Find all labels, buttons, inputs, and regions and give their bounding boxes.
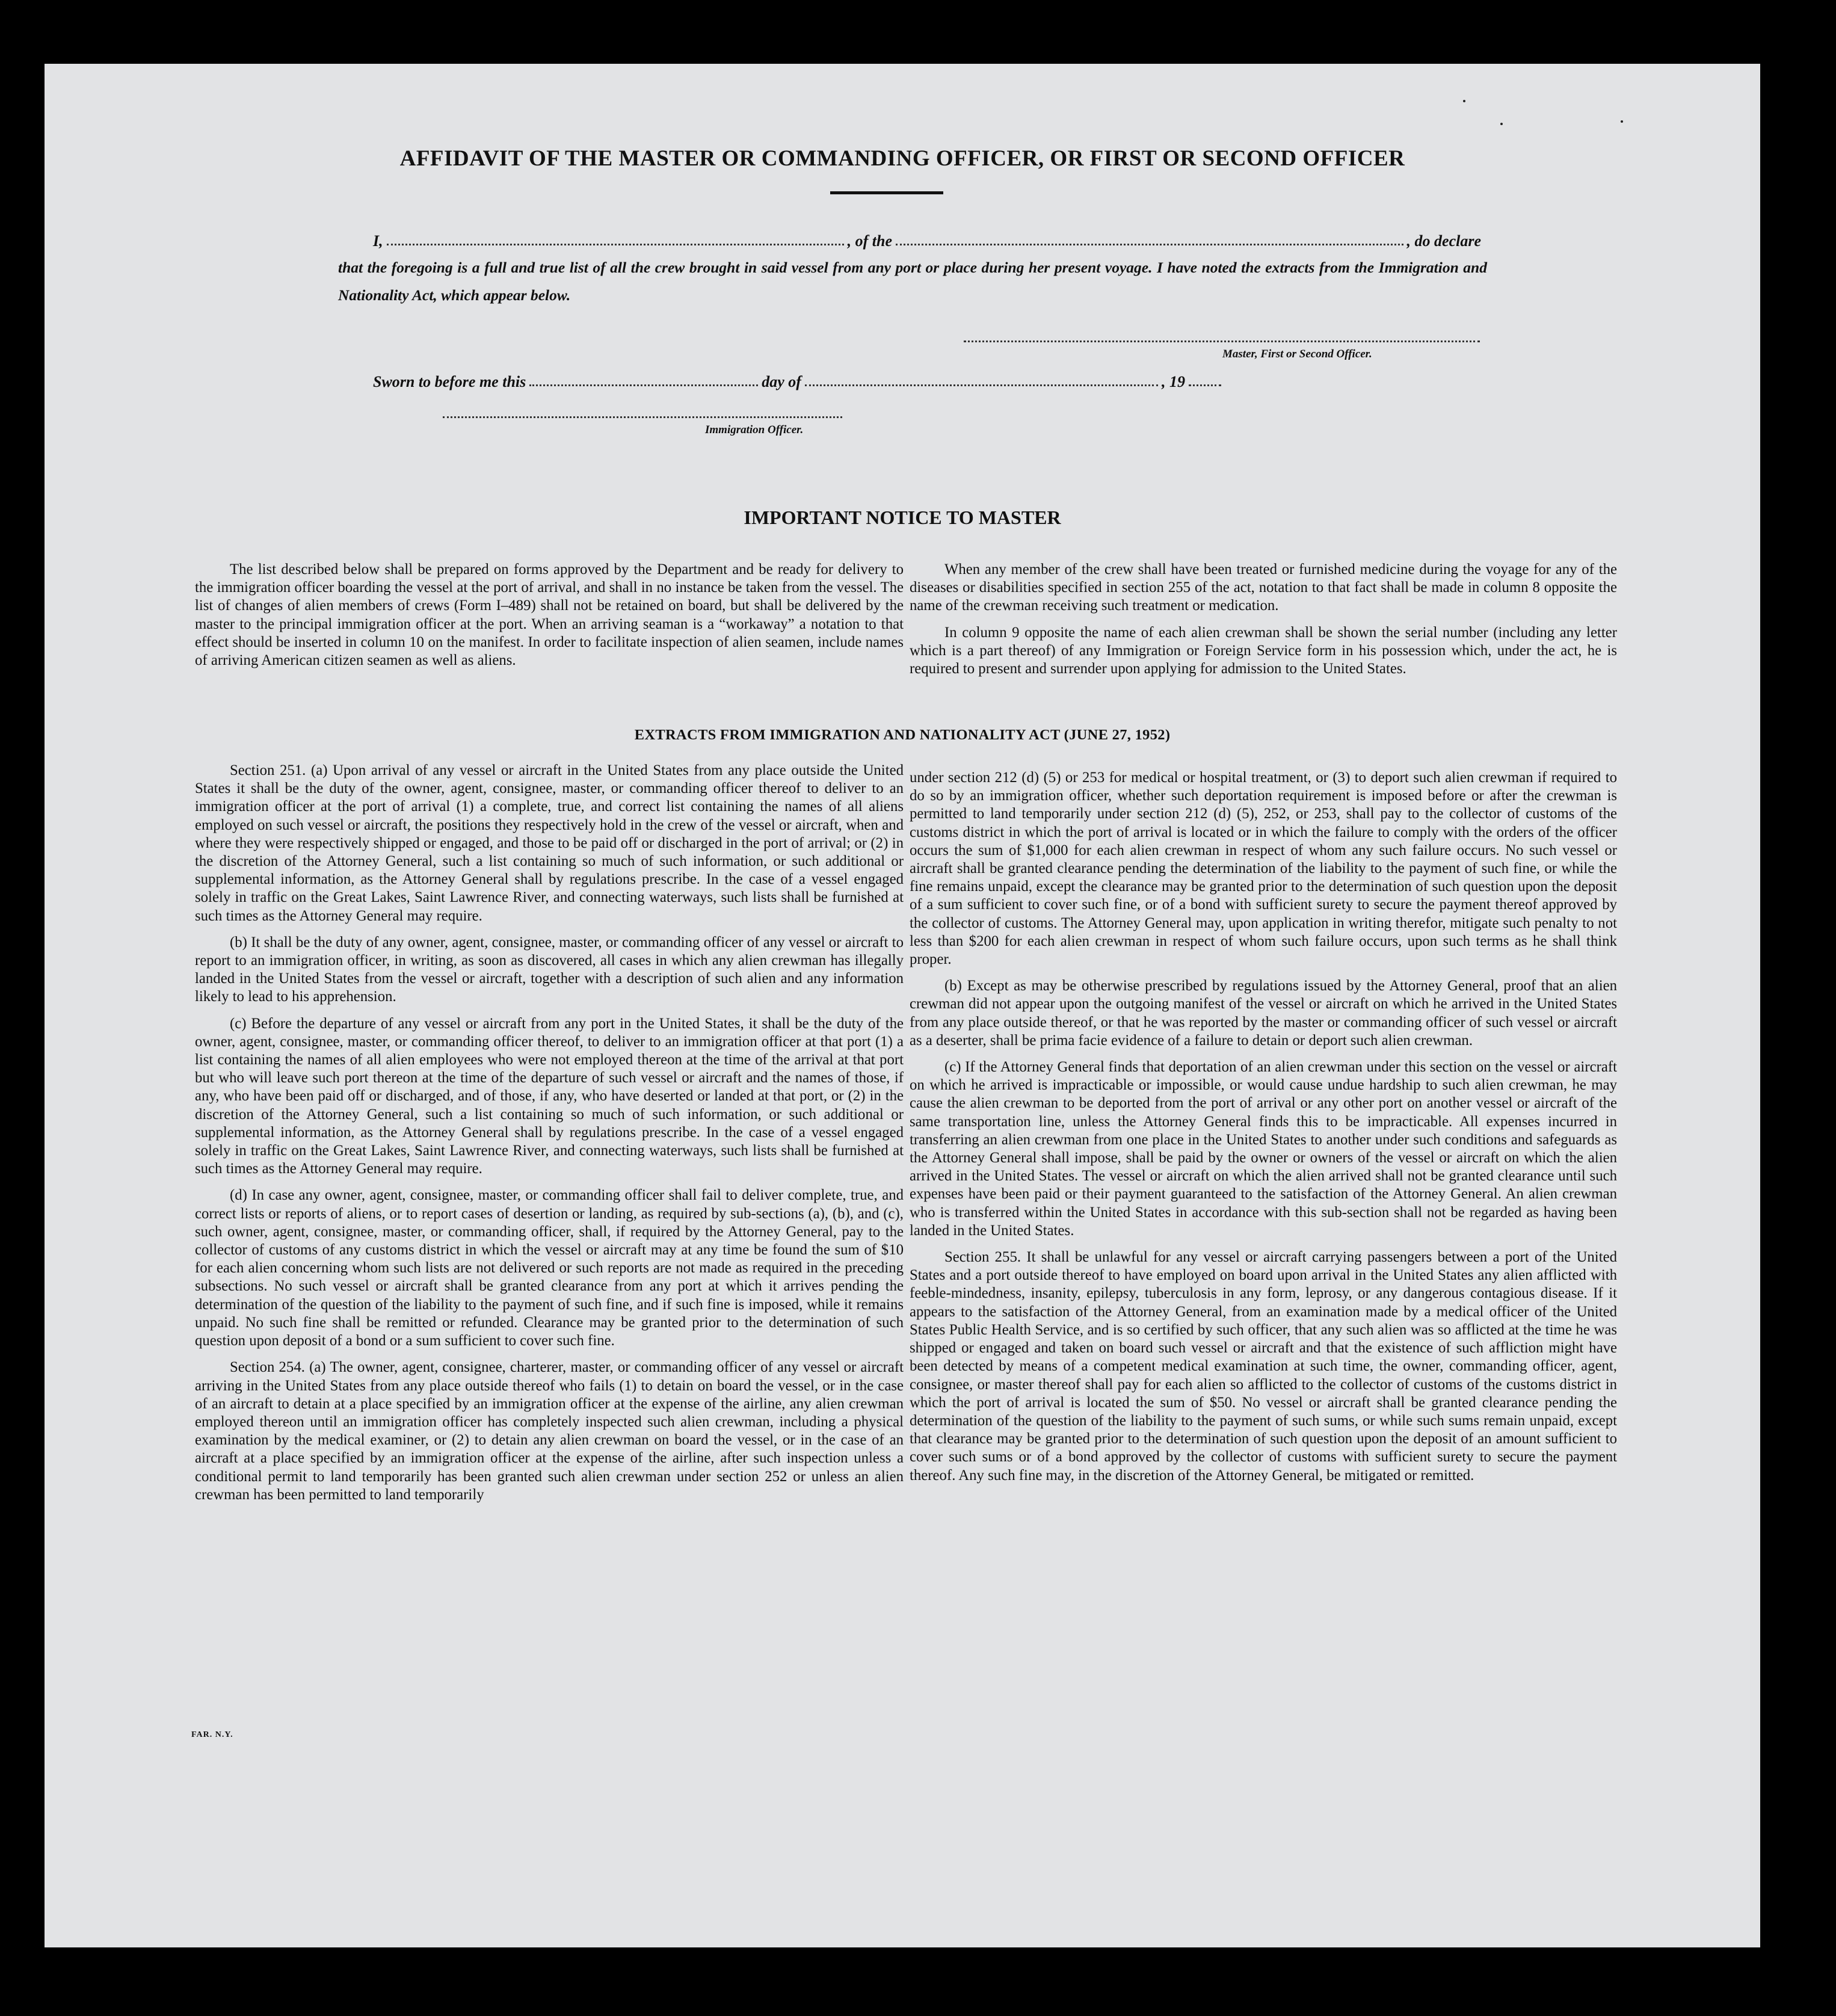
notice-paragraph: The list described below shall be prepared on forms approved by the Department and be ready for delivery to the immigration officer boarding the vessel at the port of arrival, and shall in no instance be taken from the vessel. The list of changes of alien members of crews (Form I–489) shall not be retained on board, but shall be delivered by the master to the principal immigration officer at the port. When an arriving seaman is a “workaway” a notation to that effect should be inserted in column 10 on the manifest. In order to facilitate inspection of alien seamen, include names of arriving American citizen seamen as well as aliens. [195,561,904,669]
officer-signature-line[interactable] [443,416,842,418]
do-declare-label: , do declare [1406,232,1481,250]
year-prefix: , 19 [1162,373,1185,390]
extract-paragraph: (b) It shall be the duty of any owner, agent, consignee, master, or commanding officer of any vessel or aircraft to report to an immigration officer, in writing, as soon as discovered, all cases in which any alien crewman has illegally landed in the United States from the vessel or aircraft, together with a description of such alien and any information likely to lead to his apprehension. [195,934,904,1005]
title-rule [830,191,943,194]
scan-speck [1621,120,1623,123]
day-of-label: day of [762,373,801,390]
sworn-line [373,363,1225,391]
printer-mark: FAR. N.Y. [191,1730,233,1739]
affidavit-title: AFFIDAVIT OF THE MASTER OR COMMANDING OFFICER, OR FIRST OR SECOND OFFICER [399,146,1405,171]
extract-paragraph: (c) Before the departure of any vessel or aircraft from any port in the United States, it shall be the duty of the owner, agent, consignee, master, or commanding officer thereof, to deliver to an immigration officer at that port (1) a list containing the names of all alien employees who were not employed thereon at the time of the arrival at that port but who will leave such port thereon at the time of the departure of such vessel or aircraft and the names of those, if any, who have been paid off or discharged, and of those, if any, who have deserted or landed at that port, or (2) in the discretion of the Attorney General, such a list containing so much of such information, or such additional or supplemental information, as the Attorney General shall by regulations prescribe. In the case of a vessel engaged solely in traffic on the Great Lakes, Saint Lawrence River, and connecting waterways, such lists shall be furnished at such times as the Attorney General may require. [195,1015,904,1177]
declaration-text: that the foregoing is a full and true list of all the crew brought in said vessel from any port or place during her present voyage. I have noted the extracts from the Immigration and Nationality Act, which appear below. [338,259,1487,304]
officer-signature-label: Immigration Officer. [705,424,804,436]
i-label: I, [373,232,383,250]
notice-title: IMPORTANT NOTICE TO MASTER [744,507,1061,528]
scan-speck [1500,123,1503,125]
form-sheet [45,64,1760,1947]
master-signature-line[interactable] [964,341,1480,342]
of-the-label: , of the [847,232,893,250]
notice-right-column [910,561,1617,678]
scan-speck [1463,100,1465,102]
notice-left-column [195,561,904,670]
vessel-name-field[interactable] [896,244,1403,245]
extract-paragraph: Section 254. (a) The owner, agent, consignee, charterer, master, or commanding officer of any vessel or aircraft arriving in the United States from any place outside thereof who fails (1) to detain on board the vessel, or in the case of an aircraft to detain at a place specified by an immigration officer at the expense of the airline, any alien crewman employed thereon until an immigration officer has completely inspected such alien crewman, including a physical examination by the medical examiner, or (2) to detain any alien crewman on board the vessel, or in the case of an aircraft at a place specified by an immigration officer at the expense of the airline, after such inspection unless a conditional permit to land temporarily has been granted such alien crewman under section 252 or unless an alien crewman has been permitted to land temporarily [195,1359,904,1503]
extract-paragraph: (b) Except as may be otherwise prescribed by regulations issued by the Attorney General, proof that an alien crewman did not appear upon the outgoing manifest of the vessel or aircraft on which he arrived in the United States from any place outside thereof, or that he was reported by the master or commanding officer of such vessel or aircraft as a deserter, shall be prima facie evidence of a failure to detain or deport such alien crewman. [910,978,1617,1049]
declarant-name-field[interactable] [387,244,844,245]
sworn-month-field[interactable] [805,384,1158,386]
sworn-day-field[interactable] [529,384,758,386]
extracts-title: EXTRACTS FROM IMMIGRATION AND NATIONALITY ACT (JUNE 27, 1952) [634,727,1171,743]
notice-paragraph: When any member of the crew shall have been treated or furnished medicine during the voyage for any of the diseases or disabilities specified in section 255 of the act, notation to that fact shall be made in column 8 opposite the name of the crewman receiving such treatment or medication. [910,561,1617,614]
extract-paragraph: (c) If the Attorney General finds that deportation of an alien crewman under this section on the vessel or aircraft on which he arrived is impracticable or impossible, or would cause undue hardship to such alien crewman, he may cause the alien crewman to be deported from the port of arrival or any other port on another vessel or aircraft of the same transportation line, unless the Attorney General finds this to be impracticable. All expenses incurred in transferring an alien crewman from one place in the United States to another under such conditions and safeguards as the Attorney General shall impose, shall be paid by the owner or owners of the vessel or aircraft on which the alien arrived in the United States. The vessel or aircraft on which the alien arrived shall not be granted clearance until such expenses have been paid or their payment guaranteed to the satisfaction of the Attorney General. An alien crewman who is transferred within the United States in accordance with this sub-section shall not be regarded as having been landed in the United States. [910,1059,1617,1239]
declaration-line [373,223,1481,250]
extract-paragraph: Section 255. It shall be unlawful for any vessel or aircraft carrying passengers between a port of the United States and a port outside thereof to have employed on board upon arrival in the United States any alien afflicted with feeble-mindedness, insanity, epilepsy, tuberculosis in any form, leprosy, or any dangerous contagious disease. If it appears to the satisfaction of the Attorney General, from an examination made by a medical officer of the United States Public Health Service, and is so certified by such officer, that any such alien was so afflicted at the time he was shipped or engaged and taken on board such vessel or aircraft and that the existence of such affliction might have been detected by means of a competent medical examination at such time, the owner, commanding officer, agent, consignee, or master thereof shall pay for each alien so afflicted to the collector of customs of the customs district in which the port of arrival is located the sum of $50. No vessel or aircraft shall be granted clearance pending the determination of the question of the liability to the payment of such sums, or while such sums remain unpaid, except that clearance may be granted prior to the determination of such question upon the deposit of an amount sufficient to cover such sums or of a bond approved by the collector of customs with sufficient surety to secure the payment thereof. Any such fine may, in the discretion of the Attorney General, be mitigated or remitted. [910,1249,1617,1484]
extract-paragraph: (d) In case any owner, agent, consignee, master, or commanding officer shall fail to deliver complete, true, and correct lists or reports of aliens, or to report cases of desertion or landing, as required by sub-sections (a), (b), and (c), such owner, agent, consignee, master, or commanding officer, shall, if required by the Attorney General, pay to the collector of customs of any customs district in which the vessel or aircraft may at any time be found the sum of $10 for each alien concerning whom such lists are not delivered or such reports are not made as required in the preceding subsections. No such vessel or aircraft shall be granted clearance from any port at which it arrives pending the determination of the question of the liability to the payment of such fine, and if such fine is imposed, while it remains unpaid. No such fine shall be remitted or refunded. Clearance may be granted prior to the determination of such question upon deposit of a bond or a sum sufficient to cover such fine. [195,1187,904,1349]
extract-paragraph: Section 251. (a) Upon arrival of any vessel or aircraft in the United States from any place outside the United States it shall be the duty of the owner, agent, consignee, master, or commanding officer thereof to deliver to an immigration officer at the port of arrival (1) a complete, true, and correct list containing the names of all aliens employed on such vessel or aircraft, the positions they respectively hold in the crew of the vessel or aircraft, when and where they were respectively shipped or engaged, and those to be paid off or discharged in the port of arrival; or (2) in the discretion of the Attorney General, such a list containing so much of such information, or such additional or supplemental information, as the Attorney General shall by regulations prescribe. In the case of a vessel engaged solely in traffic on the Great Lakes, Saint Lawrence River, and connecting waterways, such lists shall be furnished at such times as the Attorney General may require. [195,762,904,924]
sworn-year-field[interactable] [1189,384,1221,386]
sworn-prefix: Sworn to before me this [373,373,526,390]
notice-paragraph: In column 9 opposite the name of each alien crewman shall be shown the serial number (including any letter which is a part thereof) of any Immigration or Foreign Service form in his possession which, under the act, he is required to present and surrender upon applying for admission to the United States. [910,624,1617,677]
extract-paragraph: under section 212 (d) (5) or 253 for medical or hospital treatment, or (3) to deport such alien crewman if required to do so by an immigration officer, whether such deportation requirement is imposed before or after the crewman is permitted to land temporarily under section 212 (d) (5), 252, or 253, shall pay to the collector of customs of the customs district in which the port of arrival is located or in which the failure to comply with the orders of the officer occurs the sum of $1,000 for each alien crewman in respect of whom any such failure occurs. No such vessel or aircraft shall be granted clearance pending the determination of the liability to the payment of such fine, or while the fine remains unpaid, except the clearance may be granted prior to the determination of such question upon the deposit of a sum sufficient to cover such fine, or of a bond with sufficient surety to secure the payment thereof approved by the collector of customs. The Attorney General may, upon application in writing therefor, mitigate such penalty to not less than $200 for each alien crewman in respect of whom such failure occurs, upon such terms as he shall think proper. [910,769,1617,968]
extracts-left-column [195,762,904,1504]
extracts-right-column [910,769,1617,1485]
master-signature-label: Master, First or Second Officer. [1222,348,1372,360]
